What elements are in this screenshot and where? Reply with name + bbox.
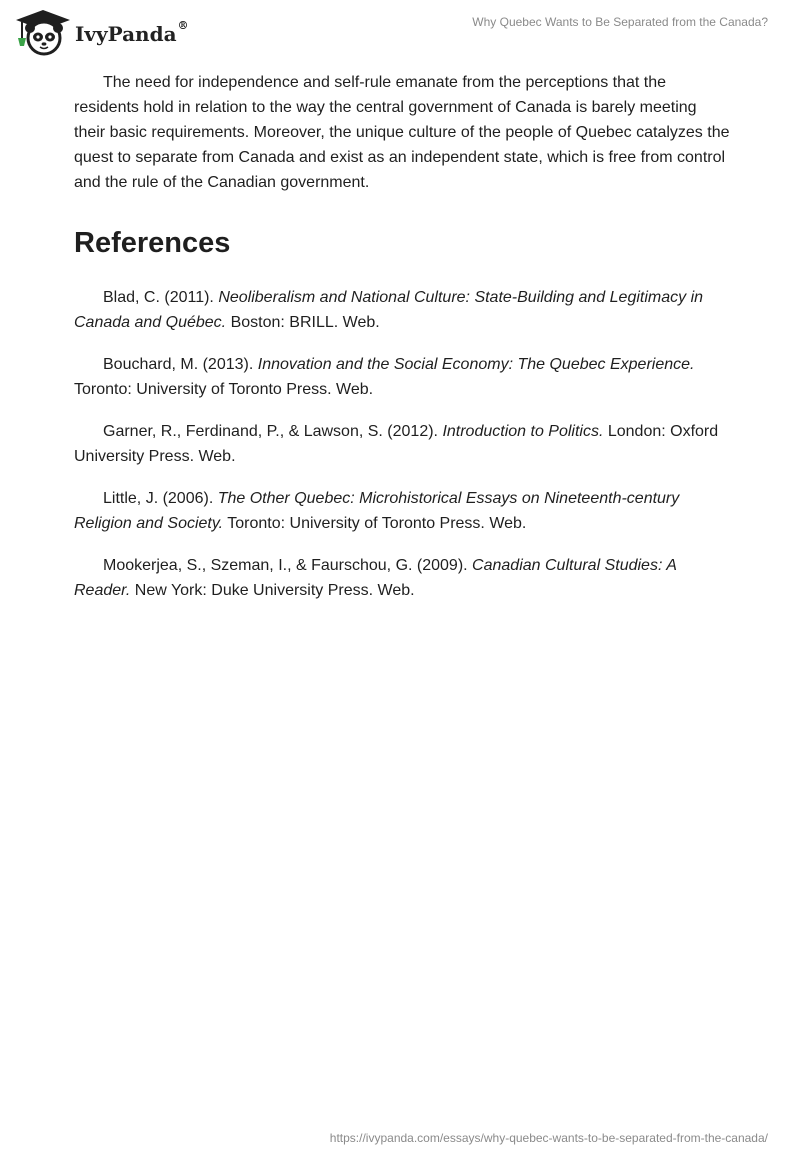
reference-item [74, 285, 730, 335]
reference-item [74, 553, 730, 603]
reference-publisher: New York: Duke University Press. Web. [130, 582, 415, 599]
brand-name: IvyPanda® [75, 19, 189, 46]
document-title: Why Quebec Wants to Be Separated from the Canada? [472, 15, 768, 29]
reference-authors: Bouchard, M. (2013). [103, 356, 258, 373]
reference-authors: Little, J. (2006). [103, 490, 218, 507]
reference-authors: Garner, R., Ferdinand, P., & Lawson, S. (2012). [103, 423, 443, 440]
reference-title: Innovation and the Social Economy: The Quebec Experience. [257, 356, 695, 373]
reference-list [74, 285, 730, 603]
reference-title: Canadian Cultural Studies: A Reader. [74, 557, 677, 599]
reference-authors: Blad, C. (2011). [103, 289, 219, 306]
panda-graduate-icon [14, 8, 72, 58]
reference-publisher: London: Oxford University Press. Web. [74, 423, 719, 465]
reference-title: Neoliberalism and National Culture: State-Building and Legitimacy in Canada and Québec. [74, 289, 704, 331]
reference-publisher: Toronto: University of Toronto Press. Web. [223, 515, 527, 532]
reference-item [74, 486, 730, 536]
ivypanda-logo[interactable] [14, 8, 189, 58]
reference-title: Introduction to Politics. [442, 423, 604, 440]
references-heading: References [74, 227, 231, 259]
reference-publisher: Toronto: University of Toronto Press. Web. [74, 381, 374, 398]
body-paragraph: The need for independence and self-rule emanate from the perceptions that the residents hold in relation to the way the central government of Canada is barely meeting their basic requirements. Moreover, the unique culture of the people of Quebec catalyzes the quest to separate from Canada and exist as an independent state, which is free from control and the rule of the Canadian government. [74, 74, 730, 191]
reference-authors: Mookerjea, S., Szeman, I., & Faurschou, G. (2009). [103, 557, 473, 574]
source-url[interactable]: https://ivypanda.com/essays/why-quebec-wants-to-be-separated-from-the-canada/ [329, 1131, 768, 1145]
reference-item [74, 352, 730, 402]
document-content [74, 70, 730, 620]
reference-title: The Other Quebec: Microhistorical Essays on Nineteenth-century Religion and Society. [74, 490, 680, 532]
reference-publisher: Boston: BRILL. Web. [226, 314, 380, 331]
reference-item [74, 419, 730, 469]
